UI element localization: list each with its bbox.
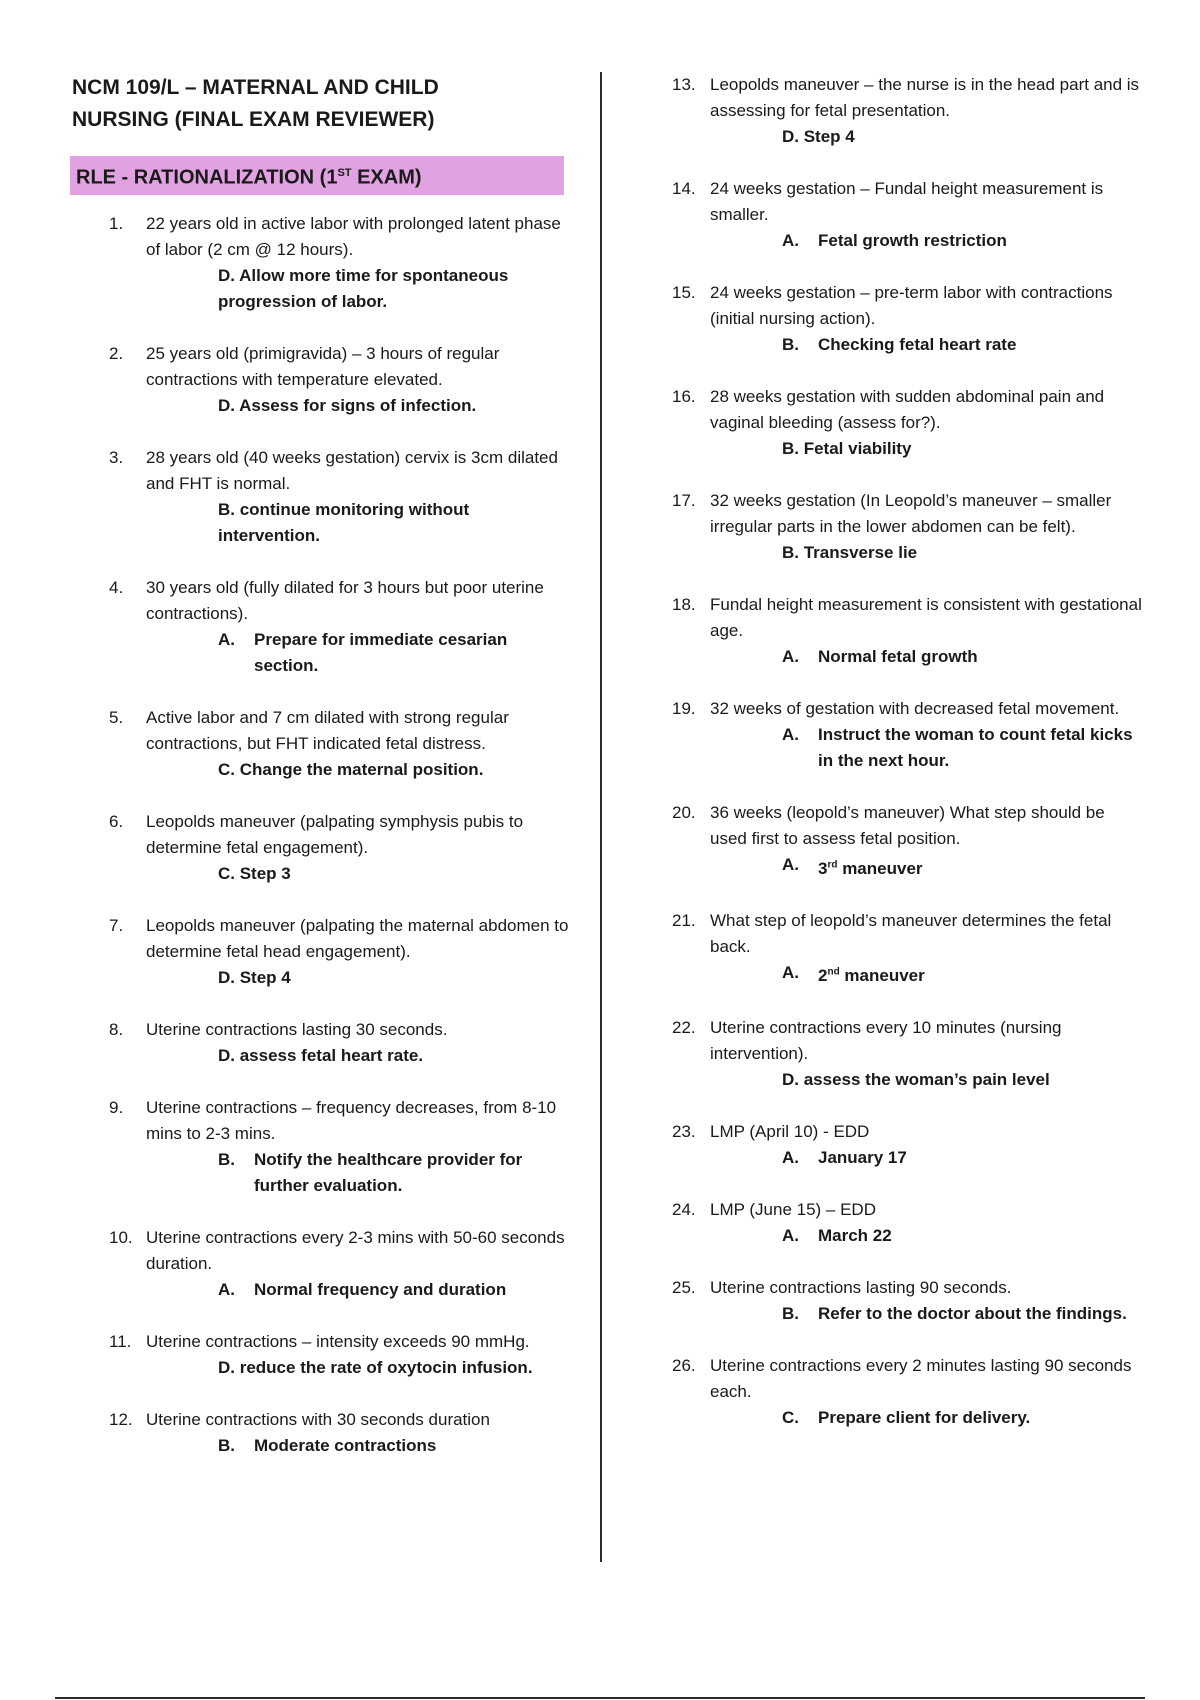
answer-block [710,1405,1142,1431]
question-item [672,1353,1142,1431]
right-question-list [672,72,1142,1431]
answer-text: B. Fetal viability [782,439,912,458]
answer-block [146,497,572,549]
question-item [672,1119,1142,1171]
question-number: 16. [672,387,696,406]
question-item [672,72,1142,150]
question-number: 15. [672,283,696,302]
answer-letter: A. [782,855,799,874]
answer-letter: A. [782,231,799,250]
answer-block [146,393,572,419]
answer-block [710,436,1142,462]
question-number: 20. [672,803,696,822]
question-item [672,384,1142,462]
question-item [672,696,1142,774]
answer-letter: B. [782,335,799,354]
question-item [72,575,572,679]
answer-text: C. Step 3 [218,863,291,883]
question-number: 26. [672,1356,696,1376]
question-text: Uterine contractions – frequency decreases, from 8-10 mins to 2-3 mins. [146,1097,557,1143]
answer-text: D. Step 4 [218,967,291,987]
title-line-2: NURSING (FINAL EXAM REVIEWER) [72,108,435,131]
answer-text: Notify the healthcare provider for further evaluation. [254,1149,523,1195]
question-text: 24 weeks gestation – Fundal height measurement is smaller. [710,179,1104,224]
question-text: Leopolds maneuver (palpating symphysis pubis to determine fetal engagement). [146,811,524,857]
question-number: 9. [109,1097,124,1117]
answer-letter: B. [782,1304,799,1324]
answer-text: Moderate contractions [254,1435,437,1455]
answer-text: D. Assess for signs of infection. [218,395,477,415]
question-item [72,809,572,887]
answer-letter: B. [218,1149,235,1169]
question-number: 1. [109,213,124,233]
question-item [672,592,1142,670]
answer-block [710,228,1142,254]
answer-text: D. assess the woman’s pain level [782,1070,1050,1090]
answer-block [146,965,572,991]
answer-block [710,1067,1142,1093]
question-text: LMP (June 15) – EDD [710,1200,876,1220]
question-item [72,211,572,315]
answer-block [710,332,1142,358]
answer-text: Instruct the woman to count fetal kicks in the next hour. [818,725,1133,770]
answer-block [146,1355,572,1381]
answer-text: C. Change the maternal position. [218,759,484,779]
answer-block [710,124,1142,150]
question-number: 4. [109,577,124,597]
question-number: 21. [672,910,696,930]
question-text: 36 weeks (leopold’s maneuver) What step should be used first to assess fetal position. [710,803,1105,848]
question-text: 24 weeks gestation – pre-term labor with contractions (initial nursing action). [710,283,1113,328]
answer-block [146,627,572,679]
question-text: What step of leopold’s maneuver determines the fetal back. [710,910,1112,956]
question-item [72,445,572,549]
question-number: 17. [672,491,696,510]
question-item [672,908,1142,990]
question-number: 5. [109,707,124,727]
question-number: 19. [672,699,696,718]
answer-letter: A. [782,1226,799,1246]
answer-text: B. continue monitoring without intervention. [218,499,470,545]
answer-text: B. Transverse lie [782,543,918,562]
answer-letter: A. [782,962,799,982]
answer-block [710,644,1142,670]
answer-text: Refer to the doctor about the findings. [818,1304,1127,1324]
question-text: Leopolds maneuver (palpating the maternal abdomen to determine fetal head engagement). [146,915,569,961]
question-item [72,705,572,783]
answer-letter: A. [218,1279,235,1299]
question-text: Uterine contractions lasting 90 seconds. [710,1278,1012,1298]
answer-letter: B. [218,1435,235,1455]
answer-block [710,540,1142,566]
question-text: Uterine contractions lasting 30 seconds. [146,1019,448,1039]
answer-text: D. Allow more time for spontaneous progression of labor. [218,265,509,311]
question-text: 22 years old in active labor with prolonged latent phase of labor (2 cm @ 12 hours). [146,213,561,259]
answer-text: Prepare for immediate cesarian section. [254,629,508,675]
answer-text: Normal frequency and duration [254,1279,507,1299]
question-number: 24. [672,1200,696,1220]
question-text: 25 years old (primigravida) – 3 hours of regular contractions with temperature elevated. [146,343,500,389]
right-column [672,72,1142,1457]
question-number: 10. [109,1227,133,1247]
answer-block [146,1433,572,1459]
question-number: 8. [109,1019,124,1039]
question-item [672,1197,1142,1249]
answer-block [710,1223,1142,1249]
question-text: 28 weeks gestation with sudden abdominal pain and vaginal bleeding (assess for?). [710,387,1105,432]
bottom-rule [55,1697,1145,1699]
answer-text: Checking fetal heart rate [818,335,1017,354]
question-item [672,488,1142,566]
question-number: 11. [109,1331,132,1351]
left-column [72,72,572,1485]
question-text: Fundal height measurement is consistent with gestational age. [710,595,1142,640]
answer-block [710,722,1142,774]
question-text: LMP (April 10) - EDD [710,1122,870,1142]
question-item [672,1275,1142,1327]
question-number: 22. [672,1018,696,1038]
question-item [72,913,572,991]
answer-text: Normal fetal growth [818,647,978,666]
left-question-list [72,211,572,1459]
question-text: 30 years old (fully dilated for 3 hours but poor uterine contractions). [146,577,544,623]
answer-block [710,960,1142,990]
question-item [672,1015,1142,1093]
question-item [672,280,1142,358]
answer-letter: A. [782,1148,799,1168]
question-number: 23. [672,1122,696,1142]
column-divider [600,72,602,1562]
question-text: Uterine contractions every 2-3 mins with 50-60 seconds duration. [146,1227,565,1273]
question-text: Uterine contractions every 10 minutes (nursing intervention). [710,1018,1062,1064]
answer-text: D. reduce the rate of oxytocin infusion. [218,1357,533,1377]
question-item [672,800,1142,882]
question-item [72,1329,572,1381]
answer-block [710,1301,1142,1327]
answer-block [146,1277,572,1303]
question-text: Uterine contractions – intensity exceeds 90 mmHg. [146,1331,530,1351]
question-text: Leopolds maneuver – the nurse is in the head part and is assessing for fetal presentation. [710,75,1140,120]
answer-text: Fetal growth restriction [818,231,1007,250]
question-number: 12. [109,1409,133,1429]
question-number: 3. [109,447,124,467]
answer-text: D. assess fetal heart rate. [218,1045,424,1065]
answer-text: 3rd maneuver [818,858,923,878]
question-number: 2. [109,343,124,363]
question-item [72,1225,572,1303]
answer-text: January 17 [818,1148,907,1168]
question-text: Uterine contractions every 2 minutes lasting 90 seconds each. [710,1356,1132,1402]
answer-block [146,1043,572,1069]
section-banner: RLE - RATIONALIZATION (1ST EXAM) [70,156,564,195]
question-number: 6. [109,811,124,831]
document-title [72,72,572,136]
answer-letter: A. [218,629,235,649]
question-item [72,1017,572,1069]
answer-block [710,1145,1142,1171]
answer-letter: C. [782,1408,799,1428]
question-item [72,1095,572,1199]
question-text: Uterine contractions with 30 seconds duration [146,1409,490,1429]
question-text: Active labor and 7 cm dilated with strong regular contractions, but FHT indicated fetal distress. [146,707,509,753]
question-text: 32 weeks gestation (In Leopold’s maneuver – smaller irregular parts in the lower abdomen can be felt). [710,491,1112,536]
question-number: 13. [672,75,696,94]
question-number: 25. [672,1278,696,1298]
answer-letter: A. [782,725,799,744]
answer-block [146,757,572,783]
answer-block [710,852,1142,882]
question-item [72,1407,572,1459]
title-line-1: NCM 109/L – MATERNAL AND CHILD [72,76,439,99]
question-text: 32 weeks of gestation with decreased fetal movement. [710,699,1120,718]
answer-text: D. Step 4 [782,127,855,146]
answer-letter: A. [782,647,799,666]
question-text: 28 years old (40 weeks gestation) cervix is 3cm dilated and FHT is normal. [146,447,558,493]
question-item [72,341,572,419]
answer-block [146,1147,572,1199]
question-item [672,176,1142,254]
question-number: 7. [109,915,124,935]
question-number: 18. [672,595,696,614]
answer-text: 2nd maneuver [818,966,925,986]
answer-text: Prepare client for delivery. [818,1408,1031,1428]
answer-block [146,861,572,887]
answer-text: March 22 [818,1226,892,1246]
question-number: 14. [672,179,696,198]
answer-block [146,263,572,315]
